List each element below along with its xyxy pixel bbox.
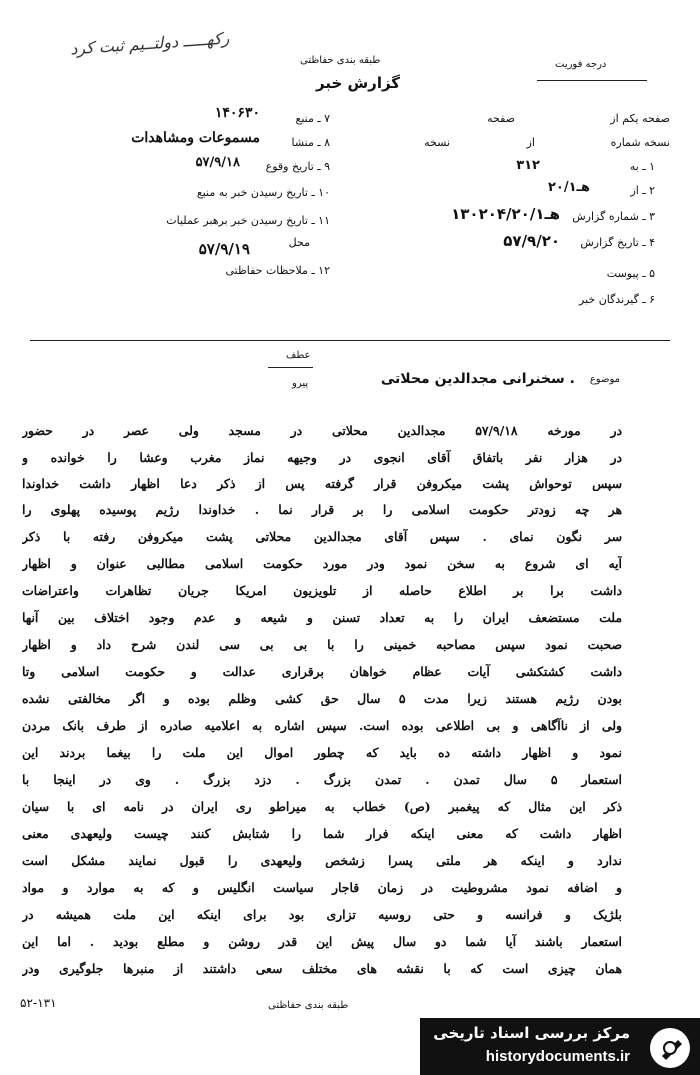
report-date-value: ۵۷/۹/۲۰ — [503, 232, 560, 250]
source-label: ۷ ـ منبع — [295, 112, 330, 125]
classification-label: طبقه بندی حفاظتی — [300, 55, 381, 66]
copy-suffix: نسخه — [424, 136, 450, 149]
subject-label: موضوع — [589, 374, 620, 385]
section-divider — [30, 340, 670, 341]
archive-watermark — [420, 1018, 700, 1075]
event-date-value: ۵۷/۹/۱۸ — [195, 155, 240, 170]
place-label: محل — [288, 236, 310, 249]
report-date-label: ۴ ـ تاریخ گزارش — [580, 236, 655, 249]
body-line: آیه ای شروع به سخن نمود ودر مورد حکومت اسلامی مطالبی عنوان و اظهار — [22, 556, 622, 571]
priority-line — [537, 80, 647, 81]
archive-logo-icon — [648, 1026, 692, 1070]
body-line: ندارد و اینکه هر ملتی پسرا زشخص ولیعهدی را قبول نمایند مشکل است — [22, 853, 622, 868]
page-suffix: صفحه — [487, 112, 515, 125]
body-line: بودن رژیم هستند زیرا مدت ۵ سال حق کشی وظلم بوده و اگر مخالفتی نشده — [22, 691, 622, 706]
body-line: نمود و اظهار داشته ده باید که چطور اموال این ملت را بیغما بردند این — [22, 745, 622, 760]
body-line: ولی از ناآگاهی و بی اطلاعی بوده است. سپس اشاره به اعلامیه صادره از طرف بانک مردن — [22, 718, 622, 733]
body-line: و اضافه نمود مشروطیت در زمان قاجار سیاست انگلیس و که به موارد و مواد — [22, 880, 622, 895]
from-value: ۲۰/هـ۱ — [547, 180, 590, 195]
recipients-label: ۶ ـ گیرندگان خبر — [579, 293, 655, 306]
document-title: گزارش خبر — [316, 74, 401, 92]
follow-label: پیرو — [292, 378, 309, 389]
body-line: سر نگون نمای . سپس آقای مجدالدین محلاتی پشت میکروفن رفته با ذکر — [22, 529, 622, 544]
attachment-label: ۵ ـ پیوست — [606, 267, 655, 280]
body-line: داشت برا بر اطلاع حاصله از تلویزیون امریکا جریان تظاهرات واعتراضات — [22, 583, 622, 598]
report-no-value: ۱۳۰۲۰۴/۲۰/هـ۱ — [451, 205, 560, 223]
place-value: ۵۷/۹/۱۹ — [198, 240, 250, 258]
copy-from: از — [526, 136, 535, 149]
handwritten-note: رکهـــــ دولتــیم ثبت کرد — [69, 28, 230, 59]
subject-value: سخنرانی مجدالدین محلاتی . — [380, 371, 575, 387]
body-line: استعمار باشند آیا شما دو سال پیش این قدر روشن و مطلع بودید . اما این — [22, 934, 622, 949]
body-line: صحبت نمود سپس مصاحبه خمینی را با بی بی سی لندن شرح داد و اظهار — [22, 637, 622, 652]
body-line: در مورخه ۵۷/۹/۱۸ مجدالدین محلاتی در مسجد ولی عصر در حضور — [22, 423, 622, 438]
received-ops-label: ۱۱ ـ تاریخ رسیدن خبر برهبر عملیات — [166, 214, 330, 227]
body-line: استعمار ۵ سال تمدن . تمدن بزرگ . دزد بزرگ . وی در اینجا با — [22, 772, 622, 787]
form-code: ۵۲-۱۳۱ — [20, 996, 57, 1010]
copy-label: نسخه شماره — [610, 136, 670, 149]
from-label: ۲ ـ از — [630, 184, 655, 197]
source-value: ۱۴۰۶۳۰ — [214, 105, 260, 121]
origin-label: ۸ ـ منشا — [291, 136, 330, 149]
body-line: داشت کشتکشی آیات عظام خواهان برقراری عدالت و حکومت اسلامی وتا — [22, 664, 622, 679]
priority-label: درجه فوریت — [555, 59, 607, 70]
origin-value: مسموعات ومشاهدات — [131, 130, 260, 146]
received-source-label: ۱۰ ـ تاریخ رسیدن خبر به منبع — [196, 186, 330, 199]
body-line: ذکر این مثال که پیغمبر (ص) خطاب به میراطو ری ایران در نامه ای با سیان — [22, 799, 622, 814]
body-line: سپس توحواش پشت میکروفن قرار گرفته پس از ذکر دعا اظهار داشت خداوندا — [22, 476, 622, 491]
watermark-url: historydocuments.ir — [485, 1048, 630, 1065]
footer-classification: طبقه بندی حفاظتی — [268, 1000, 349, 1011]
page-label: صفحه یکم از — [610, 112, 670, 125]
ref-label: عطف — [286, 350, 311, 361]
to-label: ۱ ـ به — [629, 160, 655, 173]
body-line: بلژیک و فرانسه و حتی روسیه تزاری بود برای اینکه این ملت همیشه در — [22, 907, 622, 922]
body-line: ملت مستضعف ایران را به تعداد تسنن و شیعه و عدم وجود اختلاف بین آنها — [22, 610, 622, 625]
body-line: در هزار نفر باتفاق آقای انجوی در وجیهه نماز مغرب وعشا را خوانده و — [22, 450, 622, 465]
remarks-label: ۱۲ ـ ملاحظات حفاظتی — [225, 264, 330, 277]
ref-line — [268, 367, 313, 368]
to-value: ۳۱۲ — [516, 158, 540, 173]
body-line: هر چه زودتر حکومت اسلامی را بر قرار نما . خداوندا رژیم پوسیده پهلوی را — [22, 502, 622, 517]
body-line: اظهار داشت که معنی اینکه فرار شما را شتابش کنند چیست ولیعهدی معنی — [22, 826, 622, 841]
event-date-label: ۹ ـ تاریخ وقوع — [265, 160, 330, 173]
report-no-label: ۳ ـ شماره گزارش — [572, 210, 655, 223]
watermark-title: مرکز بررسی اسناد تاریخی — [433, 1024, 630, 1042]
body-line: همان چیزی است که با نقشه های مختلف سعی داشتند از منبرها جلوگیری ودر — [22, 961, 622, 976]
